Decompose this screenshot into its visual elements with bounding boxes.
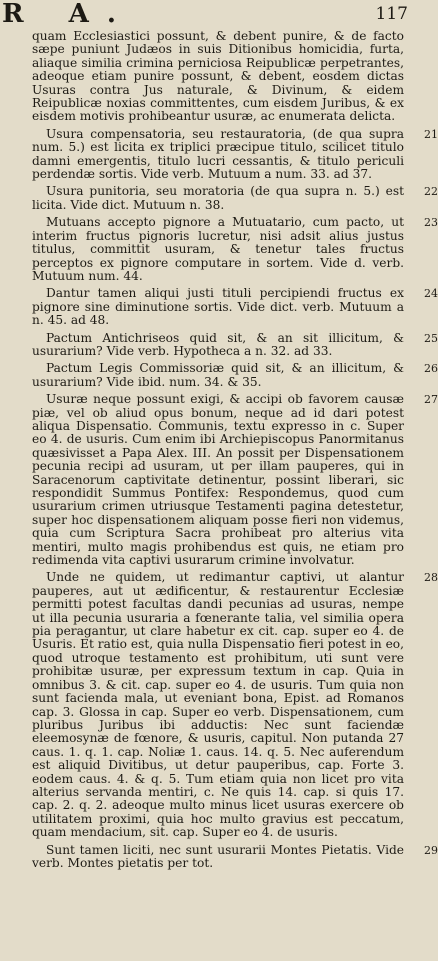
margin-number: 27 xyxy=(424,393,438,407)
paragraph-21 xyxy=(32,126,438,182)
paragraph-text: Usuræ neque possunt exigi, & accipi ob favorem causæ piæ, vel ob aliud opus bonum, neque ad id dari potest aliqua Dispensatio. Communis, textu expresso in c. Super eo 4. de usuris. Cum enim ibi Archiepiscopus Panormitanus quæsivisset a Papa Alex. III. An possit per Dispensationem pecunia recipi ad usuram, ut per illam pauperes, qui in Saracenorum captivitate detinentur, possint liberari, sic respondidit Summus Pontifex: Respondemus, quod cum usurarium crimen utriusque Testamenti pagina detestetur, super hoc dispensationem aliquam posse fieri non videmus, quia cum Scriptura Sacra prohibeat pro alterius vita mentiri, multo magis prohibendus est quis, ne etiam pro redimenda vita captivi usurarum crimine involvatur. xyxy=(32,392,404,568)
paragraph-29 xyxy=(32,842,438,871)
paragraph-23 xyxy=(32,215,438,283)
running-head-letters: R A. xyxy=(2,0,134,29)
page-header xyxy=(0,0,430,30)
margin-number: 29 xyxy=(424,843,438,857)
paragraph-text: quam Ecclesiastici possunt, & debent punire, & de facto sæpe puniunt Judæos in suis Ditionibus homicidia, furta, aliaque similia crimina perniciosa Reipublicæ perpetrantes, adeoque etiam punire possunt, & debent, eosdem dictas Usuras contra Jus naturale, & Divinum, & eidem Reipublicæ noxias committentes, cum eisdem Juribus, & ex eisdem motivis prohibeantur usuræ, ac enumerata delicta. xyxy=(32,29,404,124)
paragraph-text: Usura compensatoria, seu restauratoria, (de qua supra num. 5.) est licita ex triplici præcipue titulo, scilicet titulo damni emergentis, titulo lucri cessantis, & titulo periculi perdendæ sortis. Vide verb. Mutuum a num. 33. ad 37. xyxy=(32,126,404,182)
margin-number: 22 xyxy=(424,185,438,199)
paragraph-28 xyxy=(32,570,438,840)
margin-number: 28 xyxy=(424,571,438,585)
page-number: 117 xyxy=(375,4,408,24)
paragraph-text: Dantur tamen aliqui justi tituli percipiendi fructus ex pignore sine diminutione sortis. Vide dict. verb. Mutuum a n. 45. ad 48. xyxy=(32,286,404,328)
margin-number: 21 xyxy=(424,127,438,141)
paragraph-continuation xyxy=(32,30,404,124)
paragraph-text: Pactum Legis Commissoriæ quid sit, & an illicitum, & usurarium? Vide ibid. num. 34. & 35. xyxy=(32,361,404,389)
margin-number: 24 xyxy=(424,287,438,301)
paragraph-22 xyxy=(32,184,438,212)
paragraph-25 xyxy=(32,330,438,359)
margin-number: 23 xyxy=(424,216,438,230)
margin-number: 26 xyxy=(424,362,438,376)
paragraph-text: Mutuans accepto pignore a Mutuatario, cum pacto, ut interim fructus pignoris lucretur, nisi adsit alius justus titulus, committit usuram, & tenetur tales fructus perceptos ex pignore computare in sortem. Vide d. verb. Mutuum num. 44. xyxy=(32,215,404,283)
paragraph-27 xyxy=(32,392,438,568)
paragraph-text: Usura punitoria, seu moratoria (de qua supra n. 5.) est licita. Vide dict. Mutuum n. 38. xyxy=(32,184,404,212)
paragraph-text: Pactum Antichriseos quid sit, & an sit illicitum, & usurarium? Vide verb. Hypotheca a n. 32. ad 33. xyxy=(32,330,404,358)
paragraph-24 xyxy=(32,286,438,328)
paragraph-text: Unde ne quidem, ut redimantur captivi, ut alantur pauperes, aut ut ædificentur, & restaurentur Ecclesiæ permitti potest facultas dandi pecunias ad usuras, nempe ut illa pecunia usuraria a fœnerante talia, vel similia opera pia peragantur, ut clare habetur ex cit. cap. super eo 4. de Usuris. Et ratio est, quia nulla Dispensatio fieri potest in eo, quod utroque testamento est prohibitum, uti sunt vere prohibitæ usuræ, per expressum textum in cap. Quia in omnibus 3. & cit. cap. super eo 4. de usuris. Tum quia non sunt facienda mala, ut eveniant bona, Epist. ad Romanos cap. 3. Glossa in cap. Super eo verb. Dispensationem, cum pluribus Juribus ibi adductis: Nec sunt faciendæ eleemosynæ de fœnore, & usuris, capitul. Non putanda 27 caus. 1. q. 1. cap. Noliæ 1. caus. 14. q. 5. Nec auferendum est aliquid Divitibus, ut detur pauperibus, cap. Forte 3. eodem caus. 4. & q. 5. Tum etiam quia non licet pro vita alterius servanda mentiri, c. Ne quis 14. cap. si quis 17. cap. 2. q. 2. adeoque multo minus licet usuras exercere ob utilitatem proximi, quia hoc multo gravius est peccatum, quam mendacium, sit. cap. Super eo 4. de usuris. xyxy=(32,570,404,840)
paragraph-text: Sunt tamen liciti, nec sunt usurarii Montes Pietatis. Vide verb. Montes pietatis per tot. xyxy=(32,842,404,870)
paragraph-26 xyxy=(32,361,438,389)
margin-number: 25 xyxy=(424,331,438,345)
page-body xyxy=(32,29,438,870)
